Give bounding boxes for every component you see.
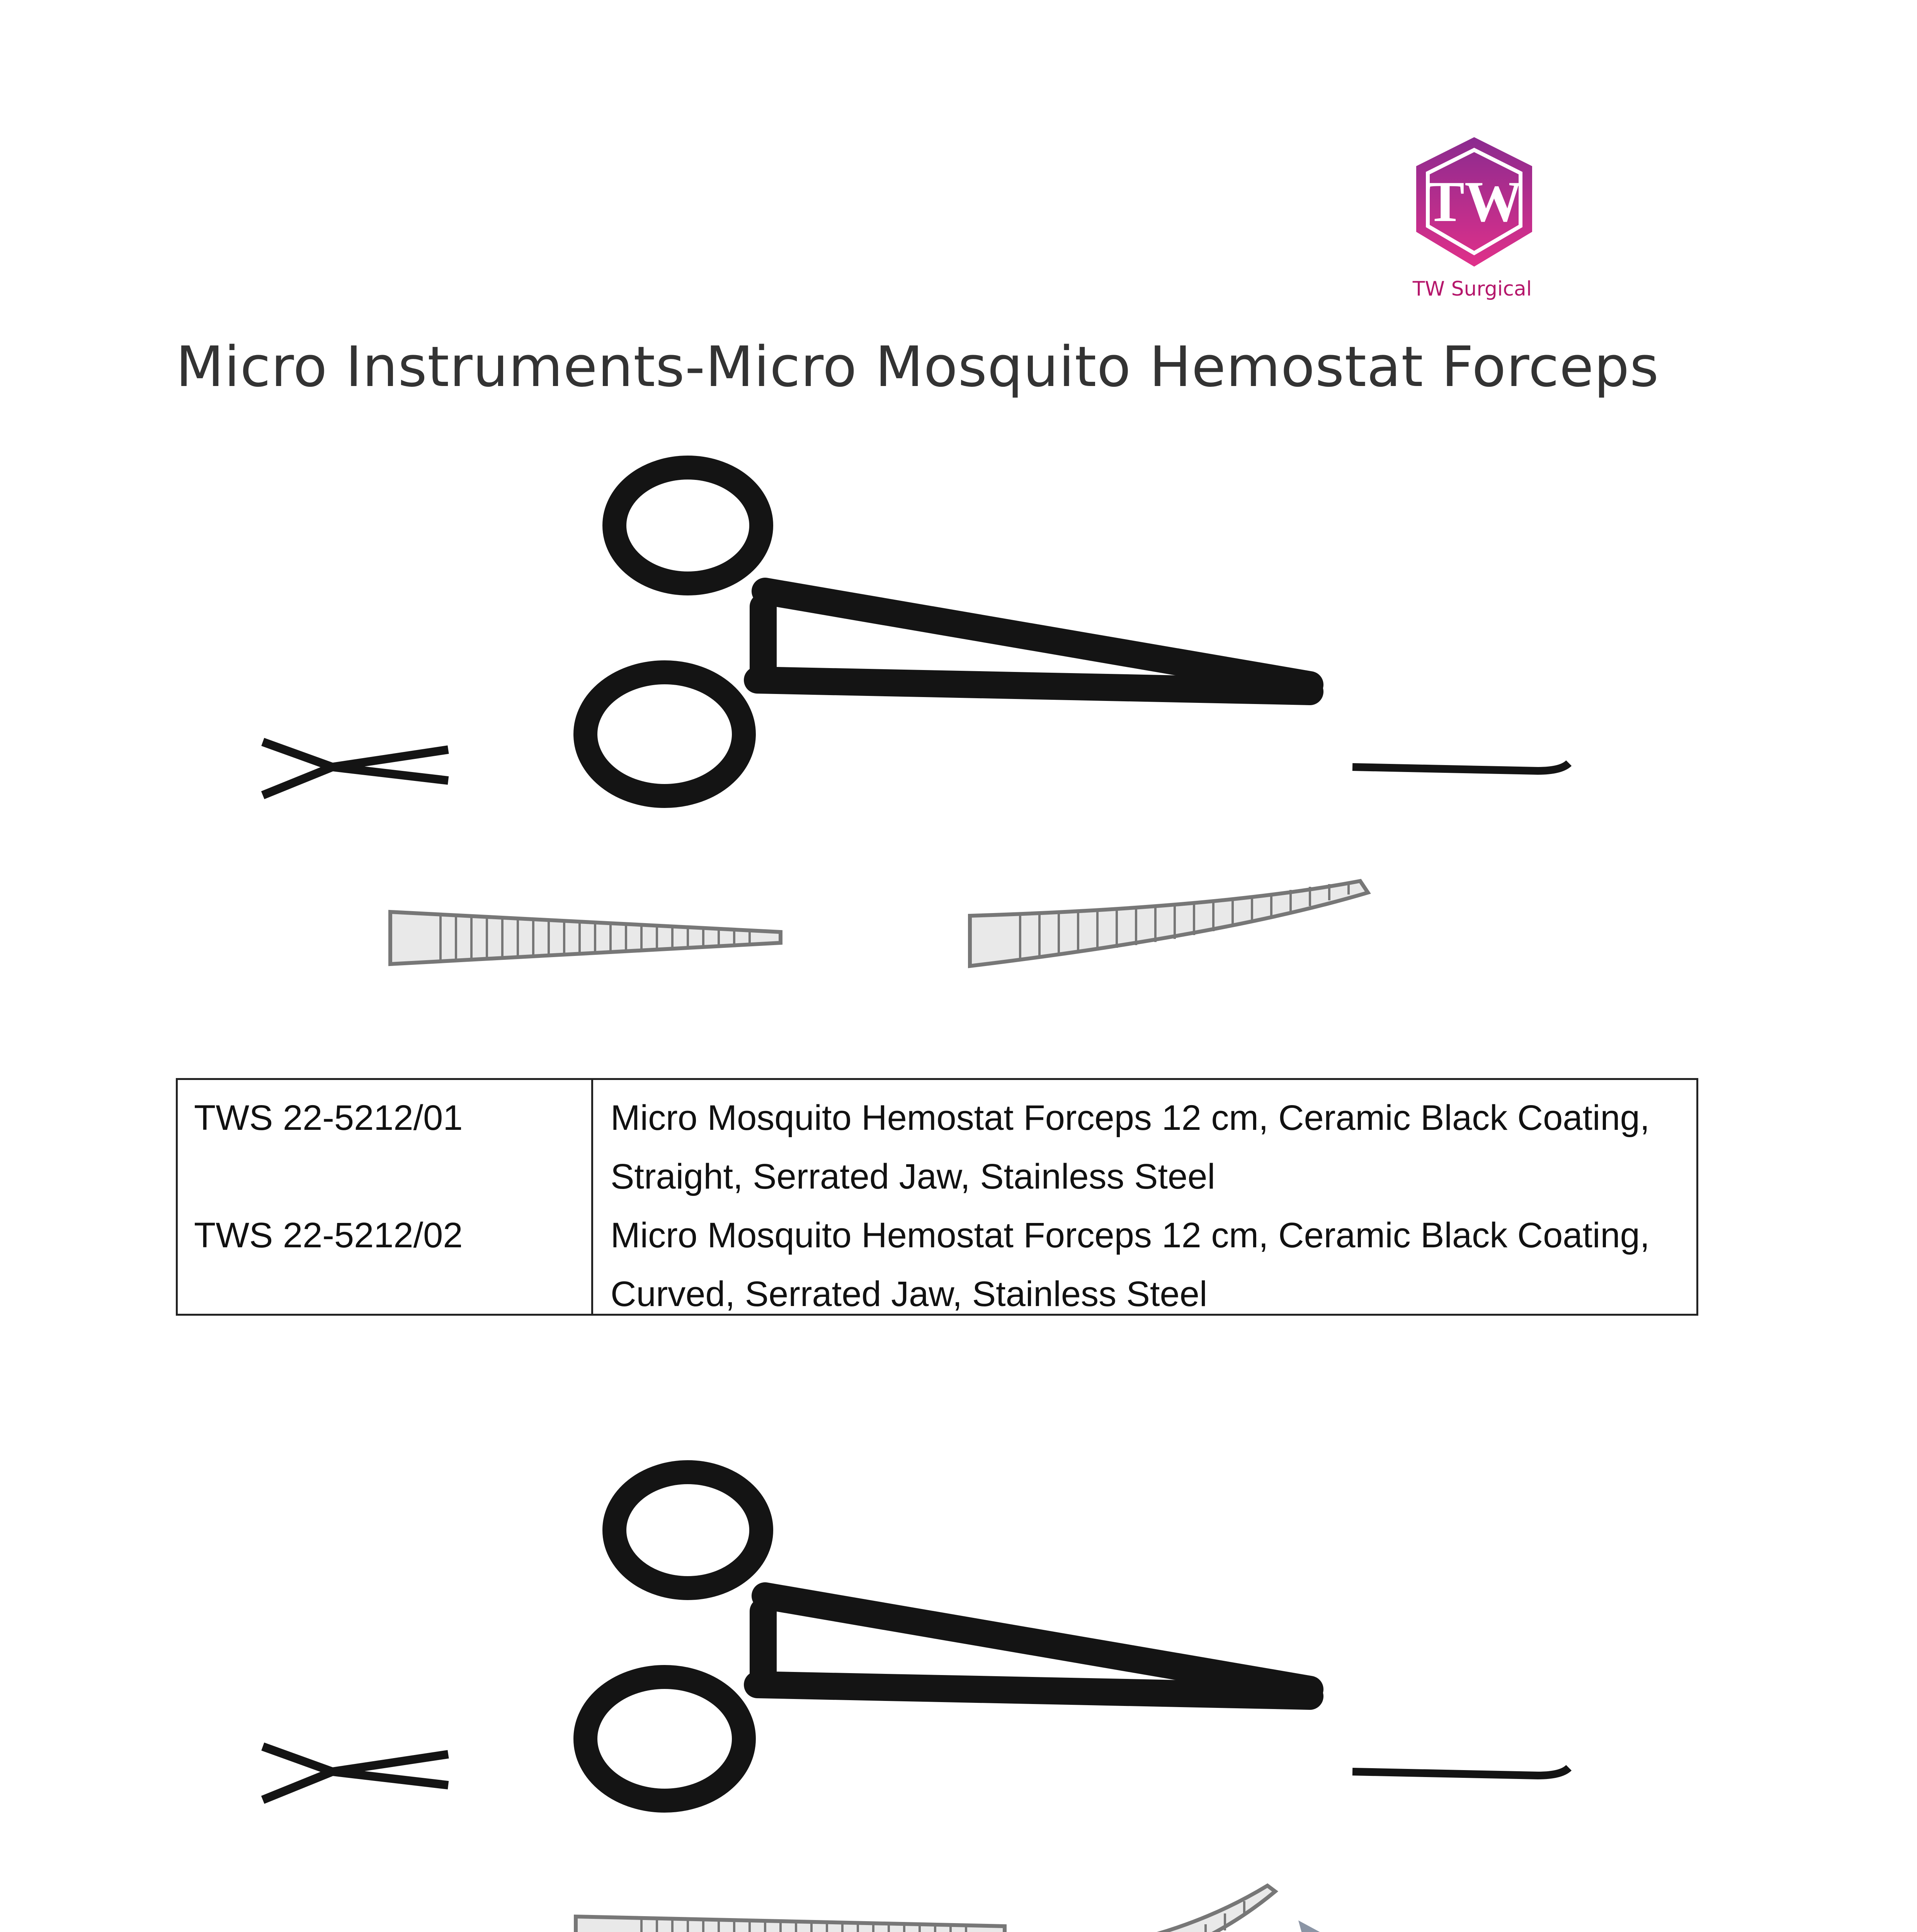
jaw-open-detail [263,742,448,795]
logo-caption: TW Surgical [1412,277,1532,301]
teeth-detail-icon [1298,1920,1403,1932]
curved-jaw-with-teeth [1009,1886,1275,1932]
forceps-illustration-teeth [0,1430,1917,1932]
forceps-illustration-straight-curved [0,425,1917,1043]
product-table-1 [176,1078,1698,1316]
straight-jaw-with-teeth [576,1917,1005,1932]
forceps-main-image [585,468,1310,796]
forceps-main-image [585,1472,1310,1801]
description-column [593,1080,1696,1314]
code-column [178,1080,593,1314]
product-code: TWS 22-5212/01 [194,1098,463,1138]
tw-surgical-logo [1412,135,1536,286]
curved-tip-detail [1352,1768,1569,1776]
product-description: Micro Mosquito Hemostat Forceps 12 cm, Ceramic Black Coating, [611,1098,1650,1138]
product-code: TWS 22-5212/02 [194,1216,463,1255]
curved-serrated-jaw [970,881,1368,966]
product-description: Straight, Serrated Jaw, Stainless Steel [611,1157,1215,1196]
product-description: Micro Mosquito Hemostat Forceps 12 cm, Ceramic Black Coating, [611,1216,1650,1255]
product-description: Curved, Serrated Jaw, Stainless Steel [611,1274,1208,1314]
curved-tip-detail [1352,763,1569,771]
jaw-open-detail [263,1747,448,1800]
straight-serrated-jaw [390,912,781,964]
logo-initials: TW [1425,170,1523,234]
page-title: Micro Instruments-Micro Mosquito Hemostat Forceps [176,334,1659,399]
